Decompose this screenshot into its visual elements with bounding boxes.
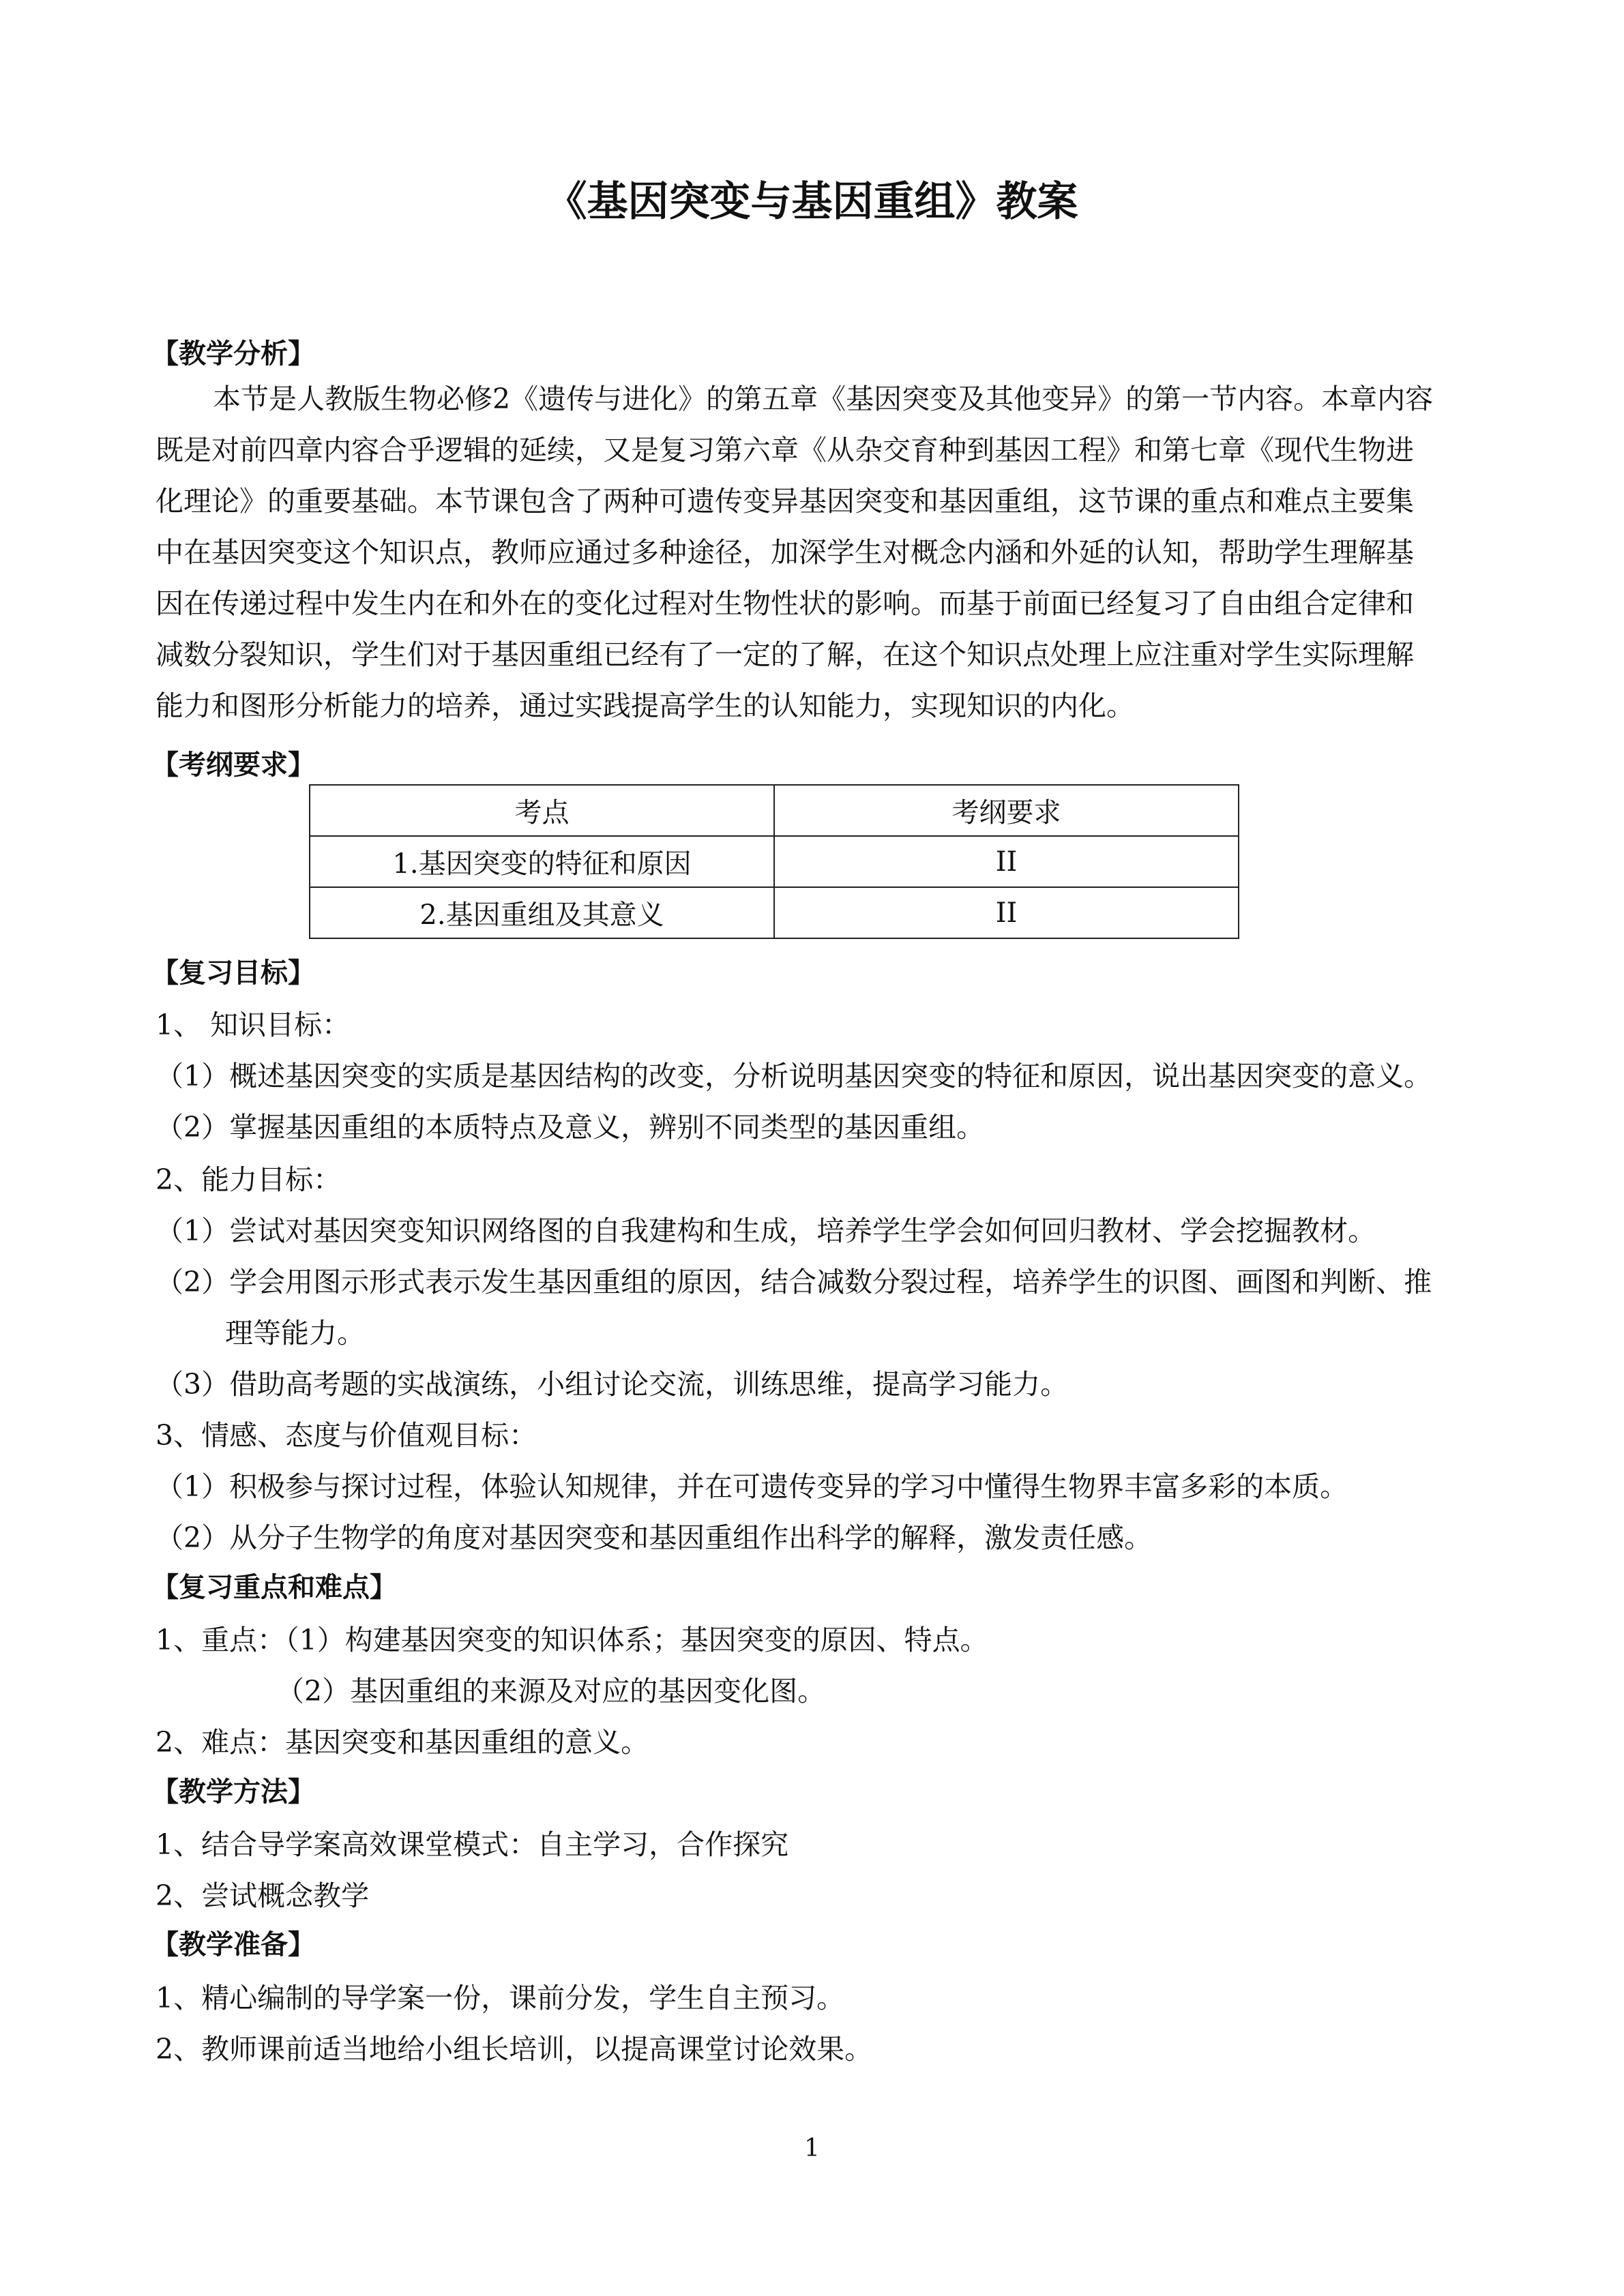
table-cell: 2.基因重组及其意义 — [310, 887, 774, 938]
ability-goal-item: （1）尝试对基因突变知识网络图的自我建构和生成，培养学生学会如何回归教材、学会挖掘教材。 — [156, 1214, 1376, 1247]
ability-goals-title: 2、能力目标： — [156, 1163, 342, 1196]
method-item: 2、尝试概念教学 — [156, 1879, 370, 1912]
method-item: 1、结合导学案高效课堂模式：自主学习，合作探究 — [156, 1828, 789, 1861]
page-number: 1 — [804, 2134, 820, 2162]
emotion-goal-item: （2）从分子生物学的角度对基因突变和基因重组作出科学的解释，激发责任感。 — [156, 1521, 1153, 1554]
prep-item: 2、教师课前适当地给小组长培训，以提高课堂讨论效果。 — [156, 2033, 873, 2066]
document-title: 《基因突变与基因重组》教案 — [546, 178, 1078, 226]
keypoint-item: 1、重点：（1）构建基因突变的知识体系；基因突变的原因、特点。 — [156, 1624, 988, 1656]
table-header-row — [310, 785, 1239, 836]
ability-goal-item: （3）借助高考题的实战演练，小组讨论交流，训练思维，提高学习能力。 — [156, 1368, 1069, 1401]
paragraph-line: 既是对前四章内容合乎逻辑的延续，又是复习第六章《从杂交育种到基因工程》和第七章《现代生物进 — [156, 434, 1414, 466]
knowledge-goal-item: （2）掌握基因重组的本质特点及意义，辨别不同类型的基因重组。 — [156, 1111, 985, 1144]
prep-item: 1、精心编制的导学案一份，课前分发，学生自主预习。 — [156, 1982, 845, 2014]
section-heading-analysis: 【教学分析】 — [151, 338, 315, 370]
emotion-goals-title: 3、情感、态度与价值观目标： — [156, 1419, 537, 1452]
section-heading-keypoints: 【复习重点和难点】 — [151, 1572, 397, 1603]
keypoint-item-continued: （2）基因重组的来源及对应的基因变化图。 — [276, 1675, 826, 1708]
paragraph-line: 本节是人教版生物必修2《遗传与进化》的第五章《基因突变及其他变异》的第一节内容。本章内容 — [213, 383, 1434, 415]
table-header-cell: 考点 — [310, 785, 774, 836]
paragraph-line: 因在传递过程中发生内在和外在的变化过程对生物性状的影响。而基于前面已经复习了自由组合定律和 — [156, 587, 1414, 620]
difficulty-item: 2、难点：基因突变和基因重组的意义。 — [156, 1726, 649, 1759]
paragraph-line: 化理论》的重要基础。本节课包含了两种可遗传变异基因突变和基因重组，这节课的重点和难点主要集 — [156, 485, 1414, 518]
table-row — [310, 836, 1239, 887]
paragraph-line: 减数分裂知识，学生们对于基因重组已经有了一定的了解，在这个知识点处理上应注重对学生实际理解 — [156, 638, 1414, 671]
knowledge-goal-item: （1）概述基因突变的实质是基因结构的改变，分析说明基因突变的特征和原因，说出基因突变的意义。 — [156, 1060, 1432, 1092]
section-heading-methods: 【教学方法】 — [151, 1776, 315, 1808]
emotion-goal-item: （1）积极参与探讨过程，体验认知规律，并在可遗传变异的学习中懂得生物界丰富多彩的本质。 — [156, 1470, 1348, 1503]
table-cell: II — [774, 836, 1239, 887]
table-cell: II — [774, 887, 1239, 938]
paragraph-line: 能力和图形分析能力的培养，通过实践提高学生的认知能力，实现知识的内化。 — [156, 689, 1134, 722]
syllabus-table — [309, 784, 1239, 939]
section-heading-syllabus: 【考纲要求】 — [151, 749, 315, 781]
ability-goal-item-continued: 理等能力。 — [225, 1317, 365, 1350]
analysis-paragraph — [156, 374, 1458, 732]
section-heading-prep: 【教学准备】 — [151, 1929, 315, 1960]
knowledge-goals-title: 1、 知识目标： — [156, 1009, 351, 1041]
table-header-cell: 考纲要求 — [774, 785, 1239, 836]
section-heading-goals: 【复习目标】 — [151, 957, 315, 989]
table-cell: 1.基因突变的特征和原因 — [310, 836, 774, 887]
paragraph-line: 中在基因突变这个知识点，教师应通过多种途径，加深学生对概念内涵和外延的认知，帮助学生理解基 — [156, 536, 1414, 569]
table-row — [310, 887, 1239, 938]
ability-goal-item: （2）学会用图示形式表示发生基因重组的原因，结合减数分裂过程，培养学生的识图、画图和判断、推 — [156, 1266, 1432, 1298]
